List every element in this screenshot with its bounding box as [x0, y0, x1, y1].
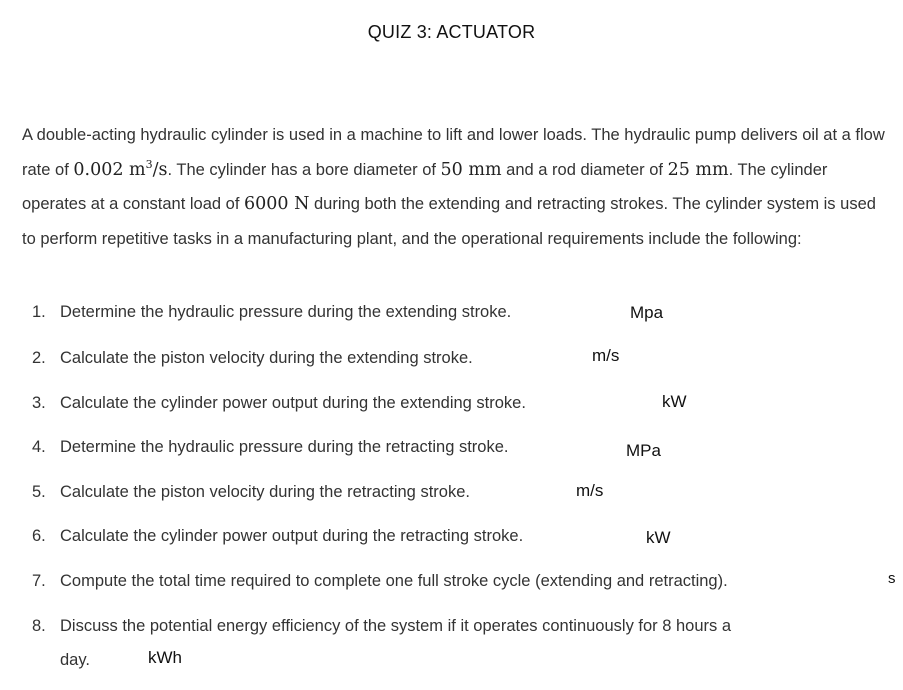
flow-rate-value: 0.002 $m^3/s$ [73, 157, 168, 180]
question-text: Calculate the cylinder power output during the extending stroke. [60, 394, 526, 412]
intro-text-4: . The cylinder operates at a constant load of [22, 160, 828, 213]
question-text: Determine the hydraulic pressure during the retracting stroke. [60, 438, 509, 456]
question-5: 5. Calculate the piston velocity during the retracting stroke. [32, 483, 470, 501]
question-1: 1. Determine the hydraulic pressure during the extending stroke. [32, 303, 512, 321]
question-text: Calculate the piston velocity during the extending stroke. [60, 349, 473, 367]
answer-unit-5: m/s [576, 481, 604, 500]
question-text: Calculate the cylinder power output during the retracting stroke. [60, 527, 524, 545]
question-3: 3. Calculate the cylinder power output during the extending stroke. [32, 394, 526, 412]
question-6: 6. Calculate the cylinder power output during the retracting stroke. [32, 527, 524, 545]
question-4: 4. Determine the hydraulic pressure during the retracting stroke. [32, 438, 509, 456]
question-8-continued: day. [60, 651, 90, 669]
question-2: 2. Calculate the piston velocity during the extending stroke. [32, 349, 473, 367]
bore-diameter-value: 50 mm [440, 159, 502, 180]
question-7: 7. Compute the total time required to complete one full stroke cycle (extending and retracting). [32, 572, 728, 590]
question-text: Discuss the potential energy efficiency of the system if it operates continuously for 8 hours a [60, 617, 732, 635]
answer-unit-2: m/s [592, 346, 620, 365]
answer-unit-8: kWh [148, 648, 182, 667]
question-text: Compute the total time required to complete one full stroke cycle (extending and retracting). [60, 572, 728, 590]
problem-statement [22, 118, 892, 256]
answer-unit-3: kW [662, 392, 687, 411]
answer-unit-4: MPa [626, 441, 661, 460]
question-8: 8. Discuss the potential energy efficiency of the system if it operates continuously for 8 hours a [32, 617, 732, 635]
answer-unit-6: kW [646, 528, 671, 547]
question-text: Calculate the piston velocity during the retracting stroke. [60, 483, 470, 501]
intro-text-1: A double-acting hydraulic cylinder is used in a machine to lift and lower loads. The hydraulic pump delivers oil at a flow rate of [22, 126, 885, 179]
intro-text-5: during both the extending and retracting strokes. The cylinder system is used to perform repetitive tasks in a manufacturing plant, and the operational requirements include the following: [22, 195, 876, 248]
answer-unit-1: Mpa [630, 303, 664, 322]
rod-diameter-value: 25 mm [667, 159, 729, 180]
page-title: QUIZ 3: ACTUATOR [367, 22, 536, 42]
intro-text-3: and a rod diameter of [501, 160, 668, 179]
intro-text-2: . The cylinder has a bore diameter of [167, 160, 441, 179]
answer-unit-7: s [888, 570, 896, 587]
question-text: Determine the hydraulic pressure during the extending stroke. [60, 303, 512, 321]
load-value: 6000 N [244, 194, 310, 214]
